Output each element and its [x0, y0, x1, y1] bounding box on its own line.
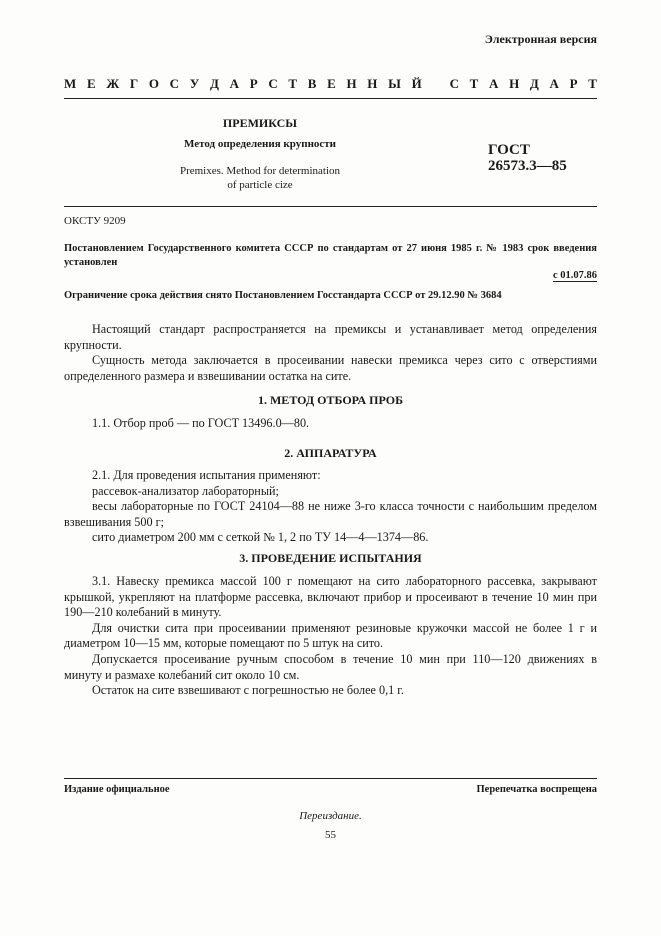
- section-3-paragraph-3: Допускается просеивание ручным способом в течение 10 мин при 110—120 движениях в минуту и размахе колебаний сит около 10 см.: [64, 651, 597, 682]
- banner-letter: Н: [367, 76, 378, 91]
- section-1-paragraph-1: 1.1. Отбор проб — по ГОСТ 13496.0—80.: [92, 416, 310, 430]
- banner-letter: Т: [469, 76, 479, 91]
- banner-letter: М: [64, 76, 77, 91]
- banner-letter: Р: [249, 76, 258, 91]
- section-3-paragraph-4: Остаток на сите взвешивают с погрешностью не более 0,1 г.: [92, 683, 404, 698]
- banner-letter: Е: [327, 76, 336, 91]
- section-2-paragraph-4: сито диаметром 200 мм с сеткой № 1, 2 по ТУ 14—4—1374—86.: [92, 530, 429, 545]
- document-title: ПРЕМИКСЫ: [222, 116, 298, 130]
- reissue-label: Переиздание.: [299, 810, 362, 822]
- banner-letter: Д: [529, 76, 539, 91]
- section-3-heading: 3. ПРОВЕДЕНИЕ ИСПЫТАНИЯ: [239, 551, 422, 565]
- banner-letter: О: [148, 76, 159, 91]
- english-title-line2: of particle cize: [227, 179, 293, 191]
- gost-designation: [488, 142, 567, 174]
- section-2-body: [64, 468, 597, 546]
- okstu-code: ОКСТУ 9209: [64, 215, 126, 227]
- banner-letter: В: [307, 76, 317, 91]
- header-divider: [64, 98, 597, 99]
- section-3-paragraph-1: 3.1. Навеску премикса массой 100 г помещают на сито лабораторного рассевка, закрывают крышкой, укрепляют на платформе рассевка, включают прибор и просеивают в течение 10 мин при 190—210 колебаний в минуту.: [64, 574, 597, 620]
- section-2-paragraph-1: 2.1. Для проведения испытания применяют:: [92, 468, 321, 482]
- english-title: [0, 164, 520, 192]
- banner-letter: У: [189, 76, 200, 91]
- edition-label: Электронная версия: [484, 32, 597, 46]
- official-edition-label: Издание официальное: [64, 784, 170, 795]
- banner-letter: Ж: [106, 76, 120, 91]
- page-number: 55: [325, 829, 336, 841]
- intro-paragraph-2: Сущность метода заключается в просеивании навески премикса через сито с отверстиями определенного размера и взвешивании остатка на сите.: [64, 353, 597, 383]
- document-subtitle: Метод определения крупности: [183, 138, 337, 150]
- standard-banner: [64, 76, 597, 92]
- section-1-body: [64, 416, 597, 432]
- no-reprint-label: Перепечатка воспрещена: [476, 784, 597, 795]
- banner-letter: С: [268, 76, 278, 91]
- banner-letter: Р: [569, 76, 578, 91]
- decree-text: Постановлением Государственного комитета СССР по стандартам от 27 июня 1985 г. № 1983 срок введения установлен: [64, 243, 597, 268]
- title-divider: [64, 206, 597, 207]
- banner-letter: С: [449, 76, 459, 91]
- gost-number: 26573.3—85: [488, 158, 567, 174]
- banner-gap: [432, 76, 439, 92]
- english-title-line1: Premixes. Method for determination: [179, 165, 341, 177]
- banner-letter: Ы: [388, 76, 401, 91]
- intro-paragraph-1: Настоящий стандарт распространяется на премиксы и устанавливает метод определения крупности.: [64, 322, 597, 352]
- banner-letter: Д: [209, 76, 219, 91]
- section-2-paragraph-2: рассевок-анализатор лабораторный;: [92, 483, 279, 498]
- footer-divider: [64, 778, 597, 779]
- banner-letter: С: [169, 76, 180, 91]
- section-2-heading: 2. АППАРАТУРА: [284, 446, 377, 460]
- gost-label: ГОСТ: [488, 142, 530, 158]
- limitation-note: Ограничение срока действия снято Постановлением Госстандарта СССР от 29.12.90 № 3684: [64, 290, 502, 301]
- banner-letter: А: [549, 76, 559, 91]
- banner-letter: Г: [129, 76, 139, 91]
- banner-letter: Е: [86, 76, 96, 91]
- intro-block: [64, 322, 597, 384]
- section-2-paragraph-3: весы лабораторные по ГОСТ 24104—88 не ниже 3-го класса точности с наибольшим пределом взвешивания 500 г;: [64, 499, 597, 529]
- section-1-heading: 1. МЕТОД ОТБОРА ПРОБ: [257, 393, 403, 407]
- effective-date: с 01.07.86: [552, 270, 597, 281]
- banner-letter: А: [229, 76, 239, 91]
- section-3-paragraph-2: Для очистки сита при просеивании применяют резиновые кружочки массой не более 1 г и диаметром 10—15 мм, которые помещают по 5 штук на сито.: [64, 620, 597, 651]
- banner-letter: Й: [411, 76, 422, 91]
- banner-letter: Т: [288, 76, 298, 91]
- banner-letter: А: [489, 76, 499, 91]
- banner-letter: Т: [588, 76, 597, 91]
- banner-letter: Н: [346, 76, 357, 91]
- banner-letter: Н: [509, 76, 520, 91]
- section-3-body: [64, 574, 597, 699]
